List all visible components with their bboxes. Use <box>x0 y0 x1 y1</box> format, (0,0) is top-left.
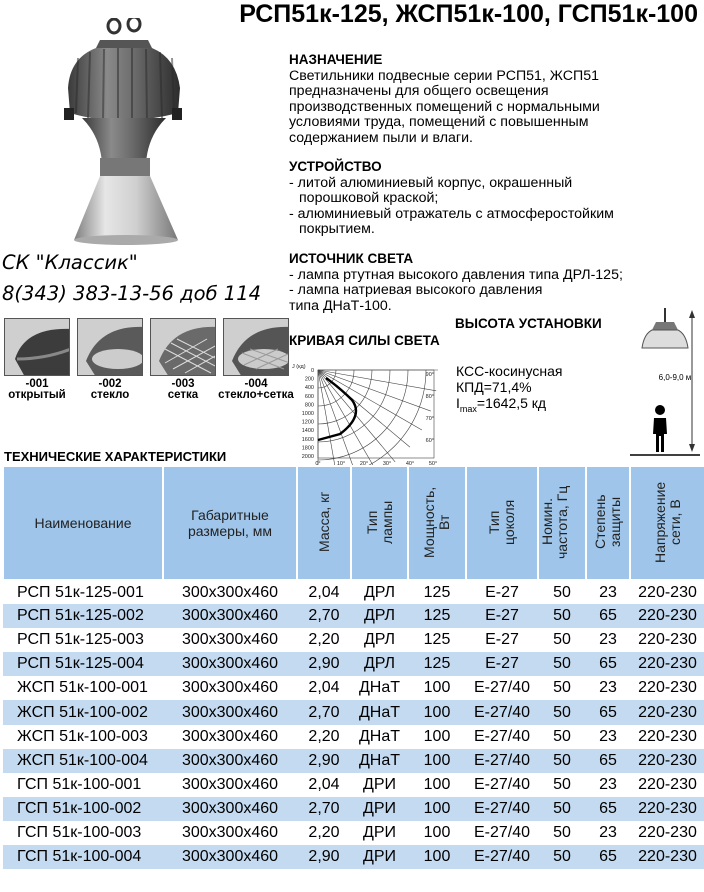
table-cell: 50 <box>538 845 586 869</box>
table-cell: 65 <box>586 797 630 821</box>
table-cell: 2,04 <box>297 676 351 700</box>
purpose-line: содержанием пыли и влаги. <box>289 129 473 146</box>
purpose-line: условиями труда, помещений с повышенным <box>289 114 589 130</box>
variant-glass-mesh-image <box>223 318 289 376</box>
table-cell: Е-27/40 <box>466 700 538 724</box>
table-cell: 23 <box>586 773 630 797</box>
light-source-line: - лампа ртутная высокого давления типа ДРЛ-125; <box>289 266 623 283</box>
table-cell: РСП 51к-125-003 <box>3 628 163 652</box>
table-row <box>3 604 704 628</box>
curve-angle-tick: 20° <box>359 461 369 466</box>
table-cell: 100 <box>408 797 466 821</box>
table-cell: Е-27/40 <box>466 773 538 797</box>
table-cell: 23 <box>586 821 630 845</box>
table-cell: 23 <box>586 580 630 604</box>
col-header: Тип цоколя <box>466 466 538 580</box>
table-row <box>3 821 704 845</box>
table-row <box>3 773 704 797</box>
curve-radial-tick: 600 <box>304 393 314 400</box>
table-cell: 300х300х460 <box>163 628 297 652</box>
purpose-section <box>289 52 699 146</box>
page-title: РСП51к-125, ЖСП51к-100, ГСП51к-100 <box>239 0 698 28</box>
table-cell: 300х300х460 <box>163 797 297 821</box>
table-cell: 50 <box>538 652 586 676</box>
table-cell: 125 <box>408 652 466 676</box>
table-cell: 300х300х460 <box>163 749 297 773</box>
table-cell: 50 <box>538 773 586 797</box>
table-cell: 2,90 <box>297 749 351 773</box>
specs-table <box>2 465 704 865</box>
table-cell: РСП 51к-125-002 <box>3 604 163 628</box>
construction-section <box>289 159 699 238</box>
table-cell: 50 <box>538 580 586 604</box>
table-cell: 220-230 <box>630 797 704 821</box>
table-row <box>3 749 704 773</box>
table-cell: 300х300х460 <box>163 821 297 845</box>
table-cell: 300х300х460 <box>163 725 297 749</box>
efficiency-label: КПД=71,4% <box>456 379 532 395</box>
table-cell: ЖСП 51к-100-001 <box>3 676 163 700</box>
table-cell: 50 <box>538 797 586 821</box>
curve-angle-tick: 0° <box>315 461 321 466</box>
col-header: Масса, кг <box>297 466 351 580</box>
table-cell: 65 <box>586 700 630 724</box>
table-cell: РСП 51к-125-004 <box>3 652 163 676</box>
table-cell: ГСП 51к-100-001 <box>3 773 163 797</box>
table-cell: ДРЛ <box>351 652 408 676</box>
table-cell: 50 <box>538 676 586 700</box>
table-cell: ГСП 51к-100-003 <box>3 821 163 845</box>
variant-caption: -004 стекло+сетка <box>218 378 294 401</box>
table-cell: 220-230 <box>630 652 704 676</box>
table-cell: Е-27 <box>466 604 538 628</box>
curve-angle-tick: 10° <box>336 461 346 466</box>
curve-angle-tick: 40° <box>405 461 415 466</box>
curve-angle-tick: 50° <box>428 461 438 466</box>
curve-radial-tick: 400 <box>304 385 314 392</box>
table-row <box>3 725 704 749</box>
curve-radial-tick: 1800 <box>301 445 314 452</box>
table-cell: 2,20 <box>297 725 351 749</box>
table-cell: ДНаТ <box>351 700 408 724</box>
table-cell: 23 <box>586 676 630 700</box>
curve-radial-tick: 200 <box>304 376 314 383</box>
table-cell: 300х300х460 <box>163 676 297 700</box>
table-row <box>3 628 704 652</box>
table-cell: 125 <box>408 580 466 604</box>
construction-heading: УСТРОЙСТВО <box>289 159 382 174</box>
table-cell: ДРЛ <box>351 580 408 604</box>
light-source-line: типа ДНаТ-100. <box>289 297 392 314</box>
curve-angle-tick: 30° <box>382 461 392 466</box>
col-header: Напряжение сети, В <box>630 466 704 580</box>
curve-angle-tick: 80° <box>425 394 434 400</box>
table-cell: 220-230 <box>630 580 704 604</box>
construction-line: - алюминиевый отражатель с атмосферостойким <box>289 205 614 222</box>
table-cell: 100 <box>408 676 466 700</box>
curve-angle-tick: 90° <box>425 372 434 378</box>
table-cell: 220-230 <box>630 773 704 797</box>
table-cell: 125 <box>408 604 466 628</box>
table-cell: 65 <box>586 604 630 628</box>
variant-caption: -002 стекло <box>90 378 130 401</box>
mounting-height-diagram <box>630 300 700 462</box>
table-cell: 50 <box>538 604 586 628</box>
table-cell: ДНаТ <box>351 676 408 700</box>
table-cell: Е-27/40 <box>466 725 538 749</box>
light-curve-heading: КРИВАЯ СИЛЫ СВЕТА <box>289 333 440 348</box>
table-cell: 2,70 <box>297 797 351 821</box>
table-row <box>3 845 704 869</box>
table-row <box>3 676 704 700</box>
table-cell: 220-230 <box>630 749 704 773</box>
table-cell: ДРИ <box>351 797 408 821</box>
table-cell: ЖСП 51к-100-003 <box>3 725 163 749</box>
table-cell: 50 <box>538 749 586 773</box>
table-cell: ДНаТ <box>351 749 408 773</box>
curve-unit-label: J (кд) <box>292 364 306 370</box>
lamp-image <box>60 18 260 246</box>
table-cell: ДНаТ <box>351 725 408 749</box>
table-cell: 220-230 <box>630 821 704 845</box>
table-cell: 65 <box>586 749 630 773</box>
table-cell: ДРЛ <box>351 604 408 628</box>
curve-radial-tick: 1400 <box>301 428 314 435</box>
variant-thumbnails <box>0 318 294 418</box>
table-cell: Е-27/40 <box>466 821 538 845</box>
curve-radial-tick: 1600 <box>301 436 314 443</box>
table-row <box>3 797 704 821</box>
table-cell: Е-27/40 <box>466 797 538 821</box>
table-cell: 50 <box>538 725 586 749</box>
table-cell: ГСП 51к-100-002 <box>3 797 163 821</box>
purpose-line: Светильники подвесные серии РСП51, ЖСП51 <box>289 67 599 84</box>
company-contact <box>2 247 261 309</box>
table-cell: 300х300х460 <box>163 604 297 628</box>
col-header: Степень защиты <box>586 466 630 580</box>
table-cell: 220-230 <box>630 700 704 724</box>
table-cell: 65 <box>586 845 630 869</box>
table-cell: 100 <box>408 821 466 845</box>
col-header: Номин. частота, Гц <box>538 466 586 580</box>
table-cell: Е-27/40 <box>466 676 538 700</box>
col-header: Наименование <box>3 466 163 580</box>
col-header: Габаритные размеры, мм <box>163 466 297 580</box>
purpose-heading: НАЗНАЧЕНИЕ <box>289 52 383 67</box>
curve-angle-tick: 60° <box>425 438 434 444</box>
variant-caption: -003 сетка <box>167 378 199 401</box>
table-cell: 300х300х460 <box>163 700 297 724</box>
table-cell: 220-230 <box>630 604 704 628</box>
table-cell: ДРИ <box>351 821 408 845</box>
curve-radial-tick: 2000 <box>301 454 314 460</box>
table-cell: 23 <box>586 725 630 749</box>
col-header: Тип лампы <box>351 466 408 580</box>
company-name: СК "Классик" <box>2 251 138 274</box>
table-cell: 100 <box>408 725 466 749</box>
curve-radial-tick: 800 <box>304 402 314 409</box>
mounting-height-heading: ВЫСОТА УСТАНОВКИ <box>455 316 602 331</box>
table-cell: Е-27/40 <box>466 845 538 869</box>
table-cell: 2,90 <box>297 652 351 676</box>
table-cell: 50 <box>538 821 586 845</box>
table-row <box>3 652 704 676</box>
table-cell: 220-230 <box>630 845 704 869</box>
table-cell: 125 <box>408 628 466 652</box>
table-cell: 2,90 <box>297 845 351 869</box>
table-row <box>3 700 704 724</box>
specs-heading: ТЕХНИЧЕСКИЕ ХАРАКТЕРИСТИКИ <box>4 449 227 464</box>
kss-label: КСС-косинусная <box>456 363 563 379</box>
table-cell: 2,70 <box>297 700 351 724</box>
light-source-line: - лампа натриевая высокого давления <box>289 282 543 298</box>
table-cell: Е-27 <box>466 580 538 604</box>
curve-angle-tick: 70° <box>425 416 434 422</box>
table-cell: 23 <box>586 628 630 652</box>
table-row <box>3 580 704 604</box>
variant-glass-image <box>77 318 143 376</box>
construction-line: - литой алюминиевый корпус, окрашенный <box>289 174 573 191</box>
table-cell: 2,70 <box>297 604 351 628</box>
table-cell: 300х300х460 <box>163 845 297 869</box>
light-curve-chart <box>292 362 444 466</box>
table-cell: 100 <box>408 749 466 773</box>
table-cell: 220-230 <box>630 676 704 700</box>
table-cell: РСП 51к-125-001 <box>3 580 163 604</box>
table-cell: ДРИ <box>351 845 408 869</box>
table-cell: Е-27 <box>466 652 538 676</box>
mounting-height-range: 6,0-9,0 м <box>658 373 692 382</box>
purpose-line: предназначены для общего освещения <box>289 83 549 99</box>
table-cell: ЖСП 51к-100-002 <box>3 700 163 724</box>
curve-radial-tick: 1000 <box>301 411 314 417</box>
col-header: Мощность, Вт <box>408 466 466 580</box>
table-cell: 100 <box>408 773 466 797</box>
table-cell: 50 <box>538 628 586 652</box>
purpose-line: производственных помещений с нормальными <box>289 98 600 115</box>
light-source-heading: ИСТОЧНИК СВЕТА <box>289 251 414 266</box>
table-cell: 100 <box>408 700 466 724</box>
table-cell: ДРЛ <box>351 628 408 652</box>
construction-line: порошковой краской; <box>299 190 439 206</box>
table-cell: ДРИ <box>351 773 408 797</box>
light-curve-info <box>456 363 562 417</box>
variant-mesh-image <box>150 318 216 376</box>
table-cell: 2,20 <box>297 628 351 652</box>
imax-label: $I_{max}=1642,5$ кд <box>456 395 547 414</box>
table-cell: 2,20 <box>297 821 351 845</box>
company-phone: 8(343) 383-13-56 доб 114 <box>2 282 262 305</box>
table-cell: ЖСП 51к-100-004 <box>3 749 163 773</box>
table-cell: Е-27/40 <box>466 749 538 773</box>
table-cell: 50 <box>538 700 586 724</box>
table-cell: 300х300х460 <box>163 652 297 676</box>
table-cell: Е-27 <box>466 628 538 652</box>
construction-line: покрытием. <box>299 221 375 237</box>
variant-caption: -001 открытый <box>8 378 66 401</box>
curve-radial-tick: 1200 <box>301 419 314 426</box>
table-cell: 300х300х460 <box>163 580 297 604</box>
table-cell: 2,04 <box>297 773 351 797</box>
table-cell: 220-230 <box>630 628 704 652</box>
variant-open-image <box>4 318 70 376</box>
curve-radial-tick: 0 <box>310 368 314 374</box>
table-cell: 2,04 <box>297 580 351 604</box>
table-cell: ГСП 51к-100-004 <box>3 845 163 869</box>
specs-header-row <box>3 466 704 580</box>
table-cell: 220-230 <box>630 725 704 749</box>
table-cell: 300х300х460 <box>163 773 297 797</box>
table-cell: 100 <box>408 845 466 869</box>
table-cell: 65 <box>586 652 630 676</box>
